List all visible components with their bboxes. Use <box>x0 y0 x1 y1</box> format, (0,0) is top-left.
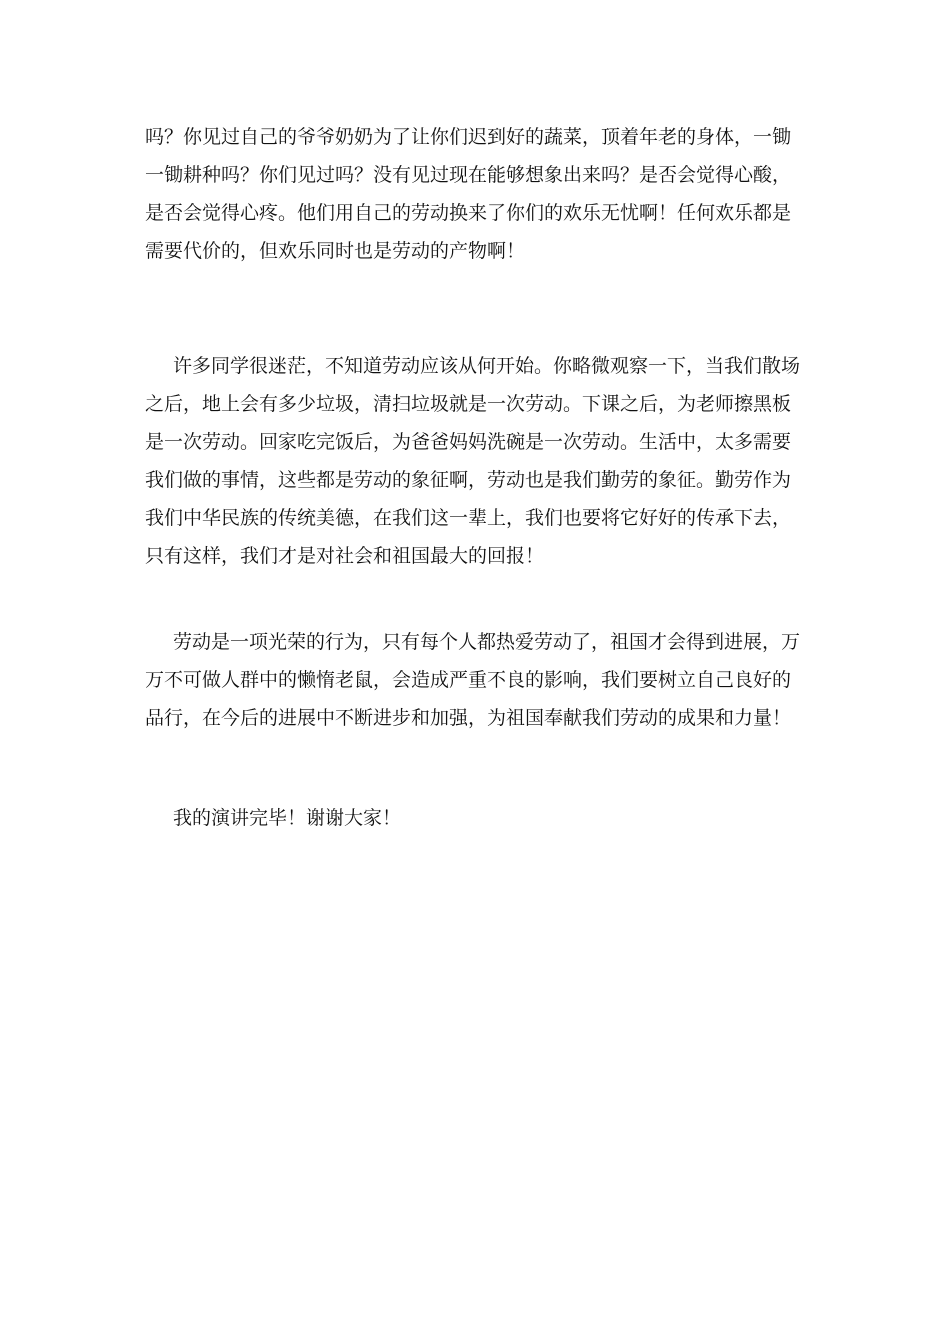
paragraph-3 <box>145 623 815 737</box>
paragraph-line: 只有这样，我们才是对社会和祖国最大的回报！ <box>145 545 545 567</box>
paragraph-line: 品行，在今后的进展中不断进步和加强，为祖国奉献我们劳动的成果和力量！ <box>145 707 792 729</box>
paragraph-line: 我的演讲完毕！谢谢大家！ <box>173 807 402 829</box>
paragraph-2 <box>145 347 815 575</box>
paragraph-line: 是否会觉得心疼。他们用自己的劳动换来了你们的欢乐无忧啊！任何欢乐都是 <box>145 202 792 224</box>
paragraph-line: 劳动是一项光荣的行为，只有每个人都热爱劳动了，祖国才会得到进展，万 <box>173 631 801 653</box>
paragraph-4 <box>145 799 815 837</box>
paragraph-line: 一锄耕种吗？你们见过吗？没有见过现在能够想象出来吗？是否会觉得心酸， <box>145 164 792 186</box>
paragraph-line: 我们中华民族的传统美德，在我们这一辈上，我们也要将它好好的传承下去， <box>145 507 792 529</box>
paragraph-line: 需要代价的，但欢乐同时也是劳动的产物啊！ <box>145 240 526 262</box>
paragraph-line: 之后，地上会有多少垃圾，清扫垃圾就是一次劳动。下课之后，为老师擦黑板 <box>145 393 792 415</box>
paragraph-line: 吗？你见过自己的爷爷奶奶为了让你们迟到好的蔬菜，顶着年老的身体，一锄 <box>145 126 792 148</box>
paragraph-1 <box>145 118 815 270</box>
paragraph-line: 万不可做人群中的懒惰老鼠，会造成严重不良的影响，我们要树立自己良好的 <box>145 669 792 691</box>
paragraph-line: 许多同学很迷茫，不知道劳动应该从何开始。你略微观察一下，当我们散场 <box>173 355 801 377</box>
paragraph-line: 我们做的事情，这些都是劳动的象征啊，劳动也是我们勤劳的象征。勤劳作为 <box>145 469 792 491</box>
paragraph-line: 是一次劳动。回家吃完饭后，为爸爸妈妈洗碗是一次劳动。生活中，太多需要 <box>145 431 792 453</box>
